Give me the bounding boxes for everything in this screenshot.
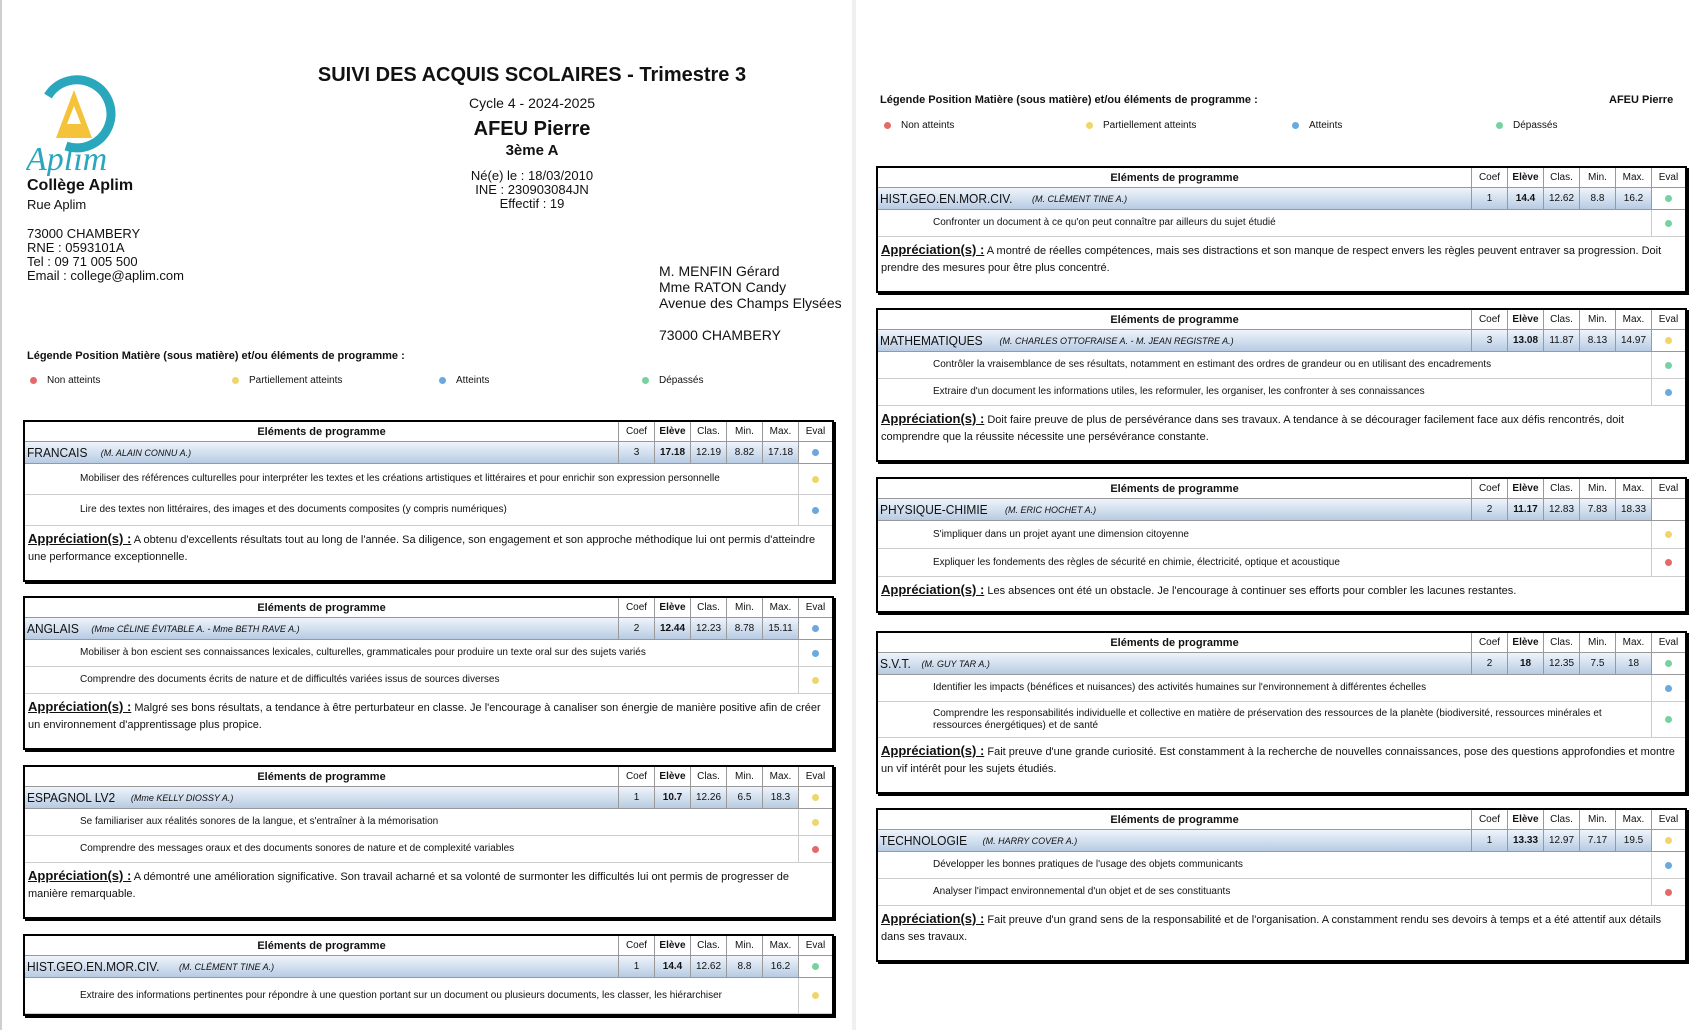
class-size: Effectif : 19	[499, 196, 565, 211]
col-eleve: Elève	[1507, 310, 1543, 329]
yellow-dot-icon	[1665, 531, 1672, 538]
program-item	[878, 549, 1685, 577]
subject-coef: 1	[1471, 830, 1507, 851]
subject-block	[23, 934, 834, 1016]
program-item	[25, 495, 832, 526]
school-rne: RNE : 0593101A	[27, 240, 125, 255]
col-elements: Eléments de programme	[1110, 313, 1239, 326]
appreciation-text: Les absences ont été un obstacle. Je l'encourage à continuer ses efforts pour combler les lacunes restantes.	[987, 585, 1517, 597]
document-title: SUIVI DES ACQUIS SCOLAIRES - Trimestre 3	[317, 64, 747, 86]
appreciation-label: Appréciation(s) :	[28, 531, 132, 546]
student-name-p2: AFEU Pierre	[1609, 94, 1674, 106]
subject-eleve: 14.4	[1507, 188, 1543, 209]
program-item-text: Analyser l'impact environnemental d'un objet et de ses constituants	[933, 886, 1231, 897]
subject-coef: 3	[618, 442, 654, 463]
student-name: AFEU Pierre	[473, 118, 591, 140]
subject-eval	[1651, 830, 1685, 851]
subject-min: 7.83	[1579, 499, 1615, 520]
col-max: Max.	[1615, 633, 1651, 652]
subject-teacher: (M. CHARLES OTTOFRAISE A. - M. JEAN REGISTRE A.)	[999, 335, 1234, 346]
yellow-dot-icon	[812, 992, 819, 999]
col-min: Min.	[726, 767, 762, 786]
table-header	[878, 810, 1685, 830]
col-elements: Eléments de programme	[257, 601, 386, 614]
col-eleve: Elève	[654, 767, 690, 786]
yellow-dot-icon	[1665, 837, 1672, 844]
program-item-text: Extraire d'un document les informations utiles, les reformuler, les organiser, les confronter à ses connaissances	[933, 386, 1425, 397]
col-coef: Coef	[1471, 310, 1507, 329]
legend-depasses-p2: Dépassés	[1496, 120, 1557, 131]
subject-name: FRANCAIS	[27, 445, 88, 460]
subject-teacher: (Mme KELLY DIOSSY A.)	[130, 792, 234, 803]
subject-clas: 12.97	[1543, 830, 1579, 851]
school-tel: Tel : 09 71 005 500	[27, 254, 138, 269]
green-dot-icon	[1665, 660, 1672, 667]
legend-partiellement: Partiellement atteints	[232, 375, 342, 386]
col-eleve: Elève	[1507, 479, 1543, 498]
col-max: Max.	[1615, 479, 1651, 498]
appreciation-label: Appréciation(s) :	[881, 242, 985, 257]
subject-eleve: 17.18	[654, 442, 690, 463]
col-max: Max.	[1615, 310, 1651, 329]
school-logo	[26, 66, 126, 176]
logo-text: Aplim	[26, 141, 108, 176]
appreciation-label: Appréciation(s) :	[28, 868, 132, 883]
col-eleve: Elève	[654, 422, 690, 441]
subject-name: S.V.T.	[880, 656, 911, 671]
subject-min: 7.5	[1579, 653, 1615, 674]
program-item-text: Comprendre des messages oraux et des documents sonores de nature et de complexité variables	[80, 843, 515, 854]
green-dot-icon	[1665, 362, 1672, 369]
program-item-eval	[798, 464, 832, 494]
subject-max: 19.5	[1615, 830, 1651, 851]
yellow-dot-icon	[1086, 122, 1093, 129]
subject-row	[25, 956, 832, 978]
yellow-dot-icon	[812, 819, 819, 826]
legend-atteints-p2: Atteints	[1292, 120, 1342, 131]
appreciation	[878, 406, 1685, 460]
appreciation-text: A obtenu d'excellents résultats tout au long de l'année. Sa diligence, son engagement et son approche méthodique lui ont permis d'atteindre une performance exceptionnelle.	[28, 534, 816, 563]
col-coef: Coef	[1471, 633, 1507, 652]
col-min: Min.	[1579, 633, 1615, 652]
green-dot-icon	[812, 963, 819, 970]
col-clas: Clas.	[690, 598, 726, 617]
program-item-text: Contrôler la vraisemblance de ses résultats, notamment en estimant des ordres de grandeur ou en utilisant des encadrements	[933, 359, 1492, 370]
program-item-eval	[798, 667, 832, 693]
appreciation-text: Malgré ses bons résultats, a tendance à être perturbateur en classe. Je l'encourage à canaliser son énergie de manière positive afin de créer un environnement d'apprentissage plus propice.	[28, 702, 821, 731]
green-dot-icon	[1665, 195, 1672, 202]
appreciation-text: Doit faire preuve de plus de persévérance dans ses travaux. A tendance à se décourager facilement face aux défis rencontrés, doit comprendre que la réussite nécessite une persévérance constante.	[881, 414, 1624, 443]
table-header	[25, 598, 832, 618]
col-max: Max.	[762, 598, 798, 617]
col-coef: Coef	[618, 598, 654, 617]
col-eval: Eval	[1651, 479, 1685, 498]
legend-non-atteints-p2: Non atteints	[884, 120, 954, 131]
subject-name: ANGLAIS	[27, 621, 79, 636]
col-coef: Coef	[618, 936, 654, 955]
subject-eval	[1651, 330, 1685, 351]
program-item	[878, 675, 1685, 702]
col-clas: Clas.	[1543, 168, 1579, 187]
subject-block	[23, 765, 834, 919]
col-coef: Coef	[1471, 168, 1507, 187]
subject-min: 8.13	[1579, 330, 1615, 351]
subject-row	[878, 653, 1685, 675]
col-elements: Eléments de programme	[1110, 636, 1239, 649]
subject-teacher: (M. GUY TAR A.)	[921, 658, 990, 669]
col-eval: Eval	[1651, 633, 1685, 652]
col-min: Min.	[1579, 810, 1615, 829]
col-elements: Eléments de programme	[1110, 482, 1239, 495]
col-coef: Coef	[1471, 810, 1507, 829]
appreciation-label: Appréciation(s) :	[881, 743, 985, 758]
program-item	[878, 852, 1685, 879]
subject-eval	[1651, 499, 1685, 520]
col-clas: Clas.	[1543, 810, 1579, 829]
subject-clas: 12.19	[690, 442, 726, 463]
appreciation-label: Appréciation(s) :	[28, 699, 132, 714]
subject-row	[878, 330, 1685, 352]
col-eval: Eval	[798, 767, 832, 786]
program-item-text: Mobiliser des références culturelles pour interpréter les textes et les créations artistiques et littéraires et pour enrichir son expression personnelle	[80, 473, 720, 484]
blue-dot-icon	[1292, 122, 1299, 129]
subject-min: 7.17	[1579, 830, 1615, 851]
red-dot-icon	[812, 846, 819, 853]
col-max: Max.	[762, 422, 798, 441]
school-email: Email : college@aplim.com	[27, 268, 184, 283]
program-item-text: Expliquer les fondements des règles de sécurité en chimie, électricité, optique et acoustique	[933, 556, 1340, 568]
subject-block	[876, 308, 1687, 462]
subject-max: 15.11	[762, 618, 798, 639]
subject-eval	[798, 956, 832, 977]
appreciation-label: Appréciation(s) :	[881, 911, 985, 926]
blue-dot-icon	[812, 449, 819, 456]
blue-dot-icon	[1665, 389, 1672, 396]
col-min: Min.	[1579, 168, 1615, 187]
red-dot-icon	[884, 122, 891, 129]
program-item-eval	[1651, 210, 1685, 236]
subject-eval	[1651, 653, 1685, 674]
program-item-eval	[798, 809, 832, 835]
subject-eleve: 12.44	[654, 618, 690, 639]
subject-teacher: (M. HARRY COVER A.)	[982, 835, 1078, 846]
subject-coef: 3	[1471, 330, 1507, 351]
subject-eval	[798, 787, 832, 808]
program-item-eval	[798, 495, 832, 525]
col-clas: Clas.	[690, 767, 726, 786]
col-min: Min.	[726, 422, 762, 441]
appreciation	[878, 237, 1685, 291]
appreciation	[25, 694, 832, 748]
table-header	[25, 422, 832, 442]
appreciation-label: Appréciation(s) :	[881, 582, 985, 597]
program-item-eval	[1651, 549, 1685, 576]
program-item-eval	[798, 978, 832, 1013]
appreciation	[25, 526, 832, 580]
yellow-dot-icon	[232, 377, 239, 384]
table-header	[878, 310, 1685, 330]
yellow-dot-icon	[812, 677, 819, 684]
col-max: Max.	[762, 936, 798, 955]
subject-clas: 12.35	[1543, 653, 1579, 674]
subject-name: MATHEMATIQUES	[880, 333, 983, 348]
col-elements: Eléments de programme	[257, 939, 386, 952]
red-dot-icon	[1665, 889, 1672, 896]
recipient-line-2: Mme RATON Candy	[659, 279, 787, 295]
subject-eleve: 14.4	[654, 956, 690, 977]
subject-name: TECHNOLOGIE	[880, 833, 968, 848]
school-name: Collège Aplim	[27, 177, 134, 194]
subject-row	[878, 499, 1685, 521]
col-coef: Coef	[1471, 479, 1507, 498]
col-coef: Coef	[618, 767, 654, 786]
subject-min: 8.8	[726, 956, 762, 977]
col-elements: Eléments de programme	[257, 425, 386, 438]
col-eval: Eval	[798, 598, 832, 617]
recipient-line-1: M. MENFIN Gérard	[659, 263, 780, 279]
program-item	[25, 667, 832, 694]
subject-row	[25, 618, 832, 640]
subject-min: 8.82	[726, 442, 762, 463]
subject-eleve: 11.17	[1507, 499, 1543, 520]
program-item-text: Se familiariser aux réalités sonores de la langue, et s'entraîner à la mémorisation	[80, 816, 439, 827]
appreciation	[878, 577, 1685, 611]
blue-dot-icon	[812, 625, 819, 632]
col-eval: Eval	[798, 422, 832, 441]
subject-eleve: 10.7	[654, 787, 690, 808]
yellow-dot-icon	[1665, 337, 1672, 344]
program-item	[878, 521, 1685, 549]
subject-block	[876, 166, 1687, 293]
program-item	[878, 879, 1685, 906]
program-item	[25, 640, 832, 667]
program-item-text: Développer les bonnes pratiques de l'usage des objets communicants	[933, 859, 1243, 870]
appreciation	[878, 738, 1685, 792]
subject-block	[876, 631, 1687, 794]
col-eleve: Elève	[1507, 168, 1543, 187]
col-clas: Clas.	[690, 422, 726, 441]
report-page-2	[856, 0, 1701, 1030]
subject-eval	[1651, 188, 1685, 209]
subject-row	[25, 442, 832, 464]
student-class: 3ème A	[505, 142, 559, 159]
table-header	[878, 168, 1685, 188]
subject-max: 17.18	[762, 442, 798, 463]
col-eval: Eval	[798, 936, 832, 955]
subject-eleve: 18	[1507, 653, 1543, 674]
col-eleve: Elève	[1507, 633, 1543, 652]
appreciation-text: A montré de réelles compétences, mais ses distractions et son manque de respect envers les règles peuvent entraver sa progression. Doit prendre des mesures pour être plus concentré.	[881, 245, 1662, 274]
legend-non-atteints: Non atteints	[30, 375, 100, 386]
subject-max: 16.2	[1615, 188, 1651, 209]
program-item-eval	[1651, 879, 1685, 905]
green-dot-icon	[642, 377, 649, 384]
blue-dot-icon	[812, 507, 819, 514]
subject-coef: 1	[1471, 188, 1507, 209]
subject-eval	[798, 618, 832, 639]
col-eval: Eval	[1651, 168, 1685, 187]
program-item-text: Confronter un document à ce qu'on peut connaître par ailleurs du sujet étudié	[933, 217, 1276, 228]
recipient-line-4: 73000 CHAMBERY	[659, 327, 781, 343]
subject-max: 18.33	[1615, 499, 1651, 520]
program-item-eval	[798, 640, 832, 666]
col-elements: Eléments de programme	[1110, 171, 1239, 184]
green-dot-icon	[1665, 716, 1672, 723]
col-clas: Clas.	[1543, 310, 1579, 329]
subject-name: HIST.GEO.EN.MOR.CIV.	[27, 959, 160, 974]
col-eleve: Elève	[654, 598, 690, 617]
subject-max: 16.2	[762, 956, 798, 977]
subject-name: PHYSIQUE-CHIMIE	[880, 502, 988, 517]
program-item-text: S'impliquer dans un projet ayant une dimension citoyenne	[933, 528, 1189, 540]
subject-clas: 12.23	[690, 618, 726, 639]
birth-date: Né(e) le : 18/03/2010	[470, 168, 594, 183]
subject-name: ESPAGNOL LV2	[27, 790, 116, 805]
subject-block	[23, 596, 834, 750]
table-header	[878, 633, 1685, 653]
subject-teacher: (M. CLÉMENT TINE A.)	[179, 961, 275, 972]
subject-teacher: (M. ERIC HOCHET A.)	[1005, 504, 1097, 515]
program-item	[25, 809, 832, 836]
blue-dot-icon	[1665, 862, 1672, 869]
school-street: Rue Aplim	[27, 197, 87, 212]
subject-max: 18	[1615, 653, 1651, 674]
subject-max: 14.97	[1615, 330, 1651, 351]
subject-min: 6.5	[726, 787, 762, 808]
yellow-dot-icon	[812, 476, 819, 483]
subject-name: HIST.GEO.EN.MOR.CIV.	[880, 191, 1013, 206]
blue-dot-icon	[812, 650, 819, 657]
subject-coef: 1	[618, 956, 654, 977]
subject-coef: 2	[1471, 499, 1507, 520]
col-min: Min.	[726, 936, 762, 955]
program-item-text: Comprendre les responsabilités individuelle et collective en matière de préservation des ressources de la planète (biodiversité, ressources minérales et ressources énergétiques) et de santé	[933, 707, 1602, 731]
col-eval: Eval	[1651, 310, 1685, 329]
yellow-dot-icon	[812, 794, 819, 801]
program-item-eval	[798, 836, 832, 862]
cycle-label: Cycle 4 - 2024-2025	[468, 95, 596, 111]
col-clas: Clas.	[1543, 633, 1579, 652]
program-item-eval	[1651, 379, 1685, 405]
program-item	[878, 352, 1685, 379]
blue-dot-icon	[1665, 685, 1672, 692]
program-item-text: Extraire des informations pertinentes pour répondre à une question portant sur un document ou plusieurs documents, les classer, les hiérarchiser	[80, 989, 723, 1001]
legend-title-p2: Légende Position Matière (sous matière) et/ou éléments de programme :	[880, 94, 1258, 106]
program-item	[25, 978, 832, 1014]
program-item	[878, 702, 1685, 738]
subject-eleve: 13.08	[1507, 330, 1543, 351]
col-min: Min.	[1579, 310, 1615, 329]
program-item-eval	[1651, 521, 1685, 548]
program-item	[878, 210, 1685, 237]
subject-teacher: (Mme CÉLINE ÉVITABLE A. - Mme BETH RAVE A.)	[91, 623, 300, 634]
col-eleve: Elève	[654, 936, 690, 955]
legend-title: Légende Position Matière (sous matière) et/ou éléments de programme :	[27, 350, 405, 362]
program-item	[878, 379, 1685, 406]
green-dot-icon	[1496, 122, 1503, 129]
school-city: 73000 CHAMBERY	[27, 226, 141, 241]
subject-eval	[798, 442, 832, 463]
subject-clas: 12.83	[1543, 499, 1579, 520]
subject-coef: 2	[1471, 653, 1507, 674]
appreciation	[25, 863, 832, 917]
subject-coef: 1	[618, 787, 654, 808]
subject-coef: 2	[618, 618, 654, 639]
subject-row	[878, 830, 1685, 852]
subject-row	[25, 787, 832, 809]
program-item-eval	[1651, 352, 1685, 378]
subject-block	[23, 420, 834, 582]
col-max: Max.	[1615, 810, 1651, 829]
col-max: Max.	[762, 767, 798, 786]
subject-block	[876, 477, 1687, 613]
subject-min: 8.8	[1579, 188, 1615, 209]
ine-number: INE : 230903084JN	[475, 182, 589, 197]
legend-partiellement-p2: Partiellement atteints	[1086, 120, 1196, 131]
subject-row	[878, 188, 1685, 210]
program-item-eval	[1651, 702, 1685, 737]
red-dot-icon	[30, 377, 37, 384]
subject-min: 8.78	[726, 618, 762, 639]
col-coef: Coef	[618, 422, 654, 441]
program-item-text: Lire des textes non littéraires, des images et des documents composites (y compris numériques)	[80, 504, 507, 515]
table-header	[25, 936, 832, 956]
recipient-line-3: Avenue des Champs Elysées	[659, 295, 842, 311]
subject-max: 18.3	[762, 787, 798, 808]
subject-teacher: (M. CLÉMENT TINE A.)	[1032, 193, 1128, 204]
table-header	[878, 479, 1685, 499]
table-header	[25, 767, 832, 787]
program-item-text: Mobiliser à bon escient ses connaissances lexicales, culturelles, grammaticales pour produire un texte oral sur des sujets variés	[80, 647, 646, 658]
program-item-text: Comprendre des documents écrits de nature et de difficultés variées issus de sources diverses	[80, 674, 500, 685]
green-dot-icon	[1665, 220, 1672, 227]
col-elements: Eléments de programme	[257, 770, 386, 783]
program-item	[25, 836, 832, 863]
legend-atteints: Atteints	[439, 375, 489, 386]
appreciation-label: Appréciation(s) :	[881, 411, 985, 426]
subject-eleve: 13.33	[1507, 830, 1543, 851]
program-item-eval	[1651, 675, 1685, 701]
col-eleve: Elève	[1507, 810, 1543, 829]
col-max: Max.	[1615, 168, 1651, 187]
col-clas: Clas.	[1543, 479, 1579, 498]
program-item-eval	[1651, 852, 1685, 878]
col-min: Min.	[1579, 479, 1615, 498]
appreciation-text: Fait preuve d'un grand sens de la responsabilité et de l'organisation. A constamment rendu ses devoirs à temps et a été attentif aux détails dans ses travaux.	[881, 914, 1662, 943]
program-item	[25, 464, 832, 495]
legend-depasses: Dépassés	[642, 375, 703, 386]
red-dot-icon	[1665, 559, 1672, 566]
appreciation-text: A démontré une amélioration significative. Son travail acharné et sa volonté de surmonter les difficultés lui ont permis de progresser de manière remarquable.	[28, 871, 790, 900]
appreciation-text: Fait preuve d'une grande curiosité. Est constamment à la recherche de nouvelles connaissances, pose des questions approfondies et montre un vif intérêt pour les sujets étudiés.	[881, 746, 1675, 775]
col-eval: Eval	[1651, 810, 1685, 829]
subject-block	[876, 808, 1687, 962]
subject-clas: 11.87	[1543, 330, 1579, 351]
col-min: Min.	[726, 598, 762, 617]
program-item-text: Identifier les impacts (bénéfices et nuisances) des activités humaines sur l'environnement à différentes échelles	[933, 682, 1427, 693]
appreciation	[878, 906, 1685, 960]
subject-teacher: (M. ALAIN CONNU A.)	[100, 447, 192, 458]
subject-clas: 12.62	[1543, 188, 1579, 209]
subject-clas: 12.26	[690, 787, 726, 808]
blue-dot-icon	[439, 377, 446, 384]
col-clas: Clas.	[690, 936, 726, 955]
col-elements: Eléments de programme	[1110, 813, 1239, 826]
subject-clas: 12.62	[690, 956, 726, 977]
